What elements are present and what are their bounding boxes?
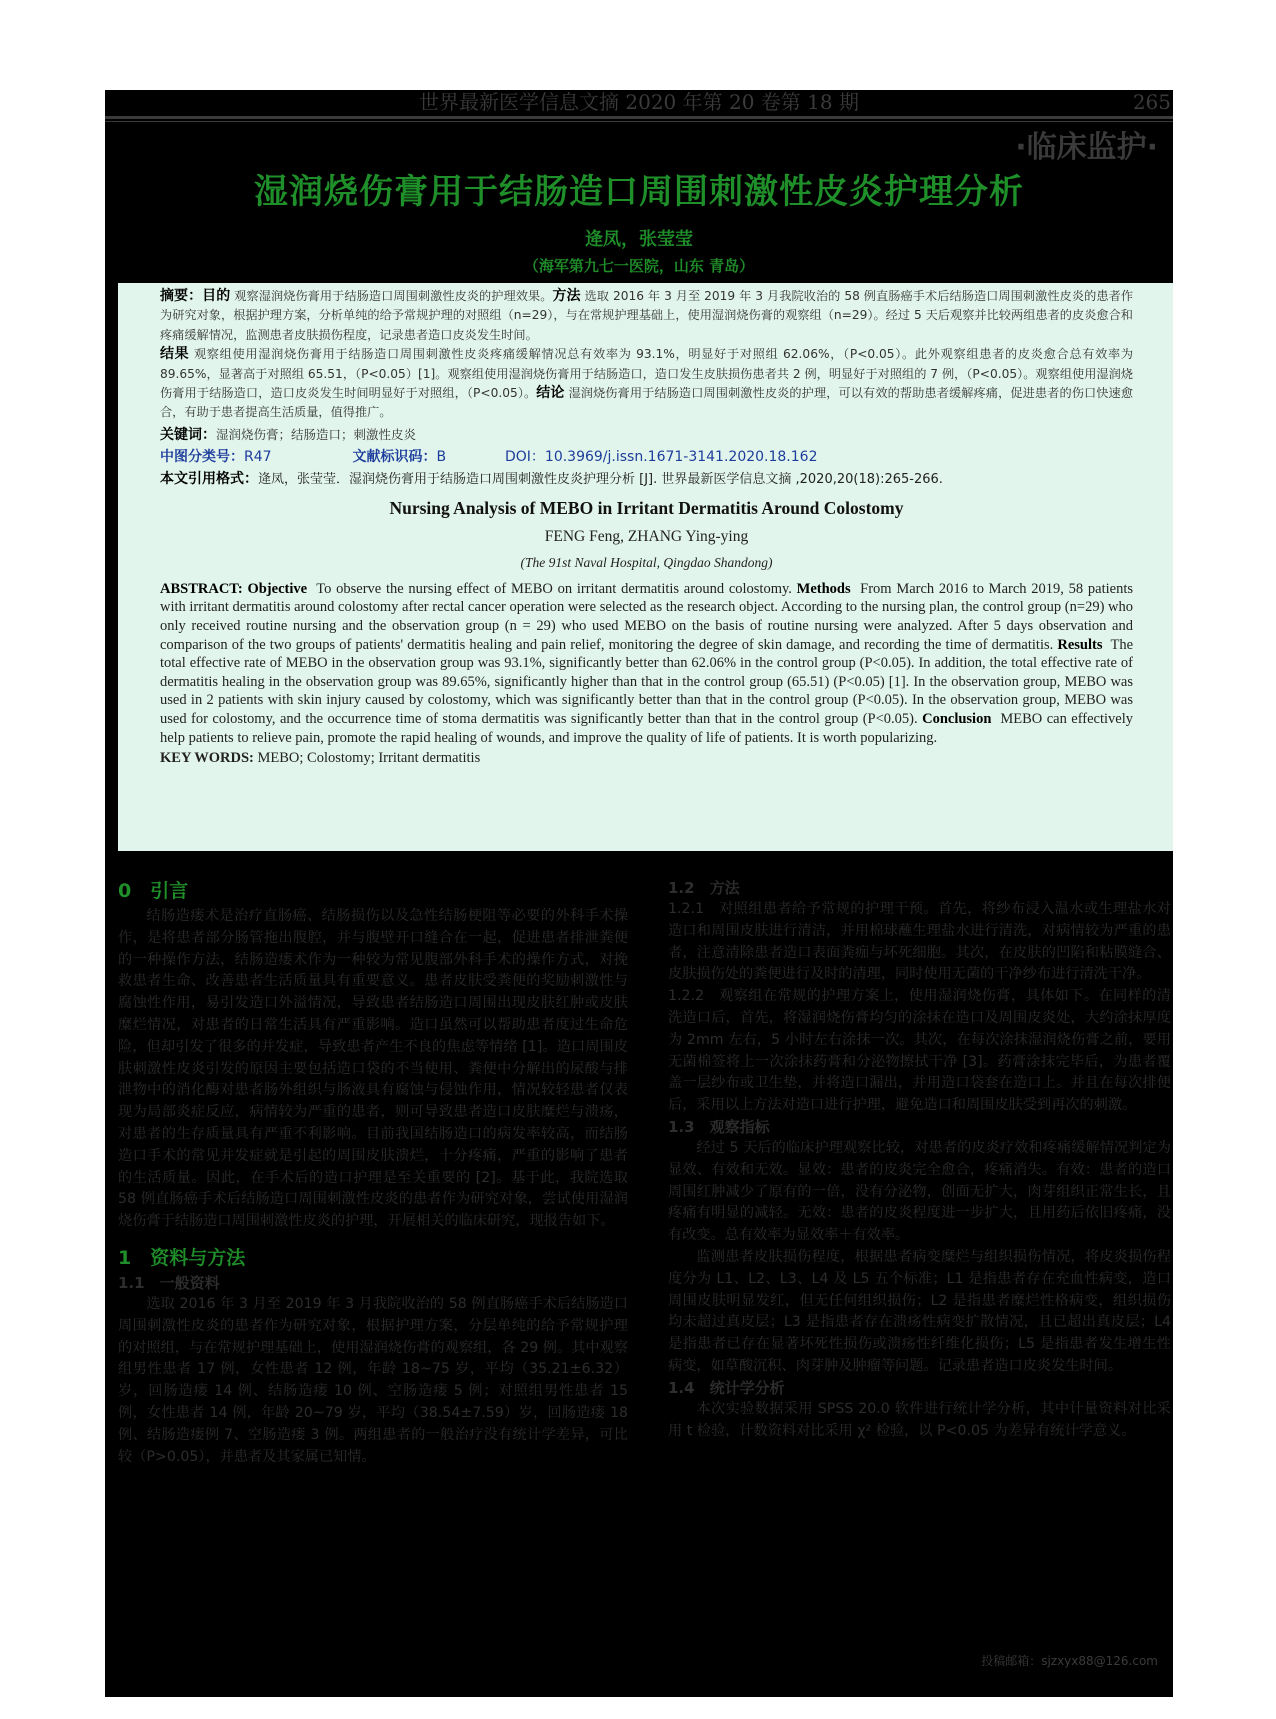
body-left-column bbox=[118, 878, 628, 1468]
doccode-value: B bbox=[436, 448, 447, 465]
statistics-heading: 1.4 统计学分析 bbox=[668, 1378, 785, 1397]
control-group-paragraph: 1.2.1 对照组患者给予常规的护理干预。首先，将纱布浸入温水或生理盐水对造口和周围皮肤进行清洁，并用棉球蘸生理盐水进行清洗，对病情较为严重的患者，注意清除患者造口表面粪痂与坏死细胞。其次，在皮肤的凹陷和粘膜缝合、皮肤损伤处的粪便进行及时的清理，同时使用无菌的干净纱布进行清洗干净。 bbox=[668, 901, 1171, 983]
header-rule-thin bbox=[105, 121, 1173, 122]
body-right-column bbox=[668, 878, 1171, 1442]
intro-paragraph: 结肠造瘘术是治疗直肠癌、结肠损伤以及急性结肠梗阻等必要的外科手术操作，是将患者部分肠管拖出腹腔，并与腹壁开口缝合在一起，促进患者排泄粪便的一种操作方法，结肠造瘘术作为一种较为常见腹部外科手术的操作方式，对挽救患者生命、改善患者生活质量具有重要意义。患者皮肤受粪便的奖励刺激性与腐蚀性作用，易引发造口外溢情况，导致患者结肠造口周围出现皮肤红肿或皮肤糜烂情况，对患者的日常生活具有严重影响。造口虽然可以帮助患者度过生命危险，但却引发了很多的并发症，导致患者产生不良的焦虑等情绪 [1]。造口周围皮肤刺激性皮炎引发的原因主要包括造口袋的不当使用、粪便中分解出的尿酸与排泄物中的消化酶对患者肠外组织与肠液具有腐蚀与侵蚀作用，情况较轻患者仅表现为局部炎症反应，病情较为严重的患者，则可导致患者造口皮肤糜烂与溃疡，对患者的生存质量具有严重不利影响。目前我国结肠造口的病发率较高，而结肠造口手术的常见并发症就是引起的周围皮肤溃烂，十分疼痛，严重的影响了患者的生活质量。因此，在手术后的造口护理是至关重要的 [2]。基于此，我院选取 58 例直肠癌手术后结肠造口周围刺激性皮炎的患者作为研究对象，尝试使用湿润烧伤膏于结肠造口周围刺激性皮炎的护理，开展相关的临床研究，现报告如下。 bbox=[118, 908, 628, 1230]
intro-heading: 0 引言 bbox=[118, 880, 189, 902]
en-methods-label: Methods bbox=[796, 580, 851, 597]
english-title: Nursing Analysis of MEBO in Irritant Dermatitis Around Colostomy bbox=[389, 497, 904, 518]
en-methods-text: From March 2016 to March 2019, 58 patients with irritant dermatitis around colostomy after rectal cancer operation were selected as the research object. According to the nursing plan, the control group (n=29) who only received routine nursing and the observation group (n = 29) who used MEBO on the basis of routine nursing were analyzed. After 5 days observation and comparison of the two groups of patients' dermatitis healing and pain relief, monitoring the degree of skin damage, and recording the time of dermatitis. bbox=[160, 580, 1133, 653]
citation-row bbox=[160, 469, 1133, 490]
en-keywords-text: MEBO; Colostomy; Irritant dermatitis bbox=[257, 750, 481, 767]
article-affiliation: （海军第九七一医院，山东 青岛） bbox=[523, 257, 755, 275]
objective-label: 目的 bbox=[202, 288, 231, 304]
doccode-label: 文献标识码： bbox=[352, 448, 437, 465]
en-results-text: The total effective rate of MEBO in the observation group was 93.1%, significantly better than 62.06% in the control group (P<0.05). In addition, the total effective rate of dermatitis healing in the observation group was 89.65%, significantly higher than that in the control group (65.51) (P<0.05) [1]. In the observation group, MEBO was used in 2 patients with skin injury caused by colostomy, which was significantly better than that in the control group (P<0.05). In the observation group, MEBO was used for colostomy, and the occurrence time of stoma dermatitis was significantly better than that in the control group (P<0.05). bbox=[160, 636, 1134, 727]
article-title: 湿润烧伤膏用于结肠造口周围刺激性皮炎护理分析 bbox=[254, 172, 1024, 212]
indicators-paragraph-1: 经过 5 天后的临床护理观察比较，对患者的皮炎疗效和疼痛缓解情况判定为显效、有效和无效。显效：患者的皮炎完全愈合，疼痛消失。有效：患者的造口周围红肿减少了原有的一倍，没有分泌物，创面无扩大，肉芽组织正常生长，且疼痛有明显的减轻。无效：患者的皮炎程度进一步扩大，且用药后依旧疼痛，没有改变。总有效率为显效率＋有效率。 bbox=[668, 1139, 1171, 1244]
conclusion-label: 结论 bbox=[536, 385, 565, 402]
journal-header: 世界最新医学信息文摘 2020 年第 20 卷第 18 期 bbox=[419, 90, 859, 114]
results-label: 结果 bbox=[160, 346, 190, 363]
en-conclusion-label: Conclusion bbox=[922, 711, 992, 727]
results-text: 观察组使用湿润烧伤膏用于结肠造口周围刺激性皮炎疼痛缓解情况总有效率为 93.1%，明显好于对照组 62.06%，（P<0.05）。此外观察组患者的皮炎愈合总有效率为 89.65%，显著高于对照组 65.51，（P<0.05）[1]。观察组使用湿润烧伤膏用于结肠造口，造口发生皮肤损伤患者共 2 例，明显好于对照组的 7 例，（P<0.05）。观察组使用湿润烧伤膏用于结肠造口，造口皮炎发生时间明显好于对照组，（P<0.05）。 bbox=[160, 347, 1134, 401]
english-abstract bbox=[160, 580, 1133, 747]
keywords-row bbox=[160, 424, 1133, 446]
general-data-heading: 1.1 一般资料 bbox=[118, 1273, 220, 1292]
en-conclusion-text: MEBO can effectively help patients to relieve pain, promote the rapid healing of wounds, and improve the quality of life of patients. It is worth popularizing. bbox=[160, 711, 1134, 746]
en-abstract-label: ABSTRACT: bbox=[160, 580, 243, 597]
article-authors: 逄凤，张莹莹 bbox=[585, 229, 693, 250]
citation-label: 本文引用格式： bbox=[160, 470, 258, 487]
doi-link[interactable]: 10.3969/j.issn.1671-3141.2020.18.162 bbox=[544, 448, 818, 465]
clc-value: R47 bbox=[244, 448, 272, 465]
page-number: 265 bbox=[1132, 90, 1171, 114]
english-keywords bbox=[160, 749, 1133, 768]
citation-text: 逄凤，张莹莹．湿润烧伤膏用于结肠造口周围刺激性皮炎护理分析 [J]. 世界最新医学信息文摘 ,2020,20(18):265-266. bbox=[258, 471, 943, 487]
indicators-heading: 1.3 观察指标 bbox=[668, 1117, 770, 1136]
objective-text: 观察湿润烧伤膏用于结肠造口周围刺激性皮炎的护理效果。 bbox=[234, 289, 553, 303]
conclusion-text: 湿润烧伤膏用于结肠造口周围刺激性皮炎的护理，可以有效的帮助患者缓解疼痛，促进患者的伤口快速愈合，有助于患者提高生活质量，值得推广。 bbox=[160, 386, 1134, 420]
en-objective-label: Objective bbox=[247, 580, 308, 597]
submission-email: 投稿邮箱：sjzxyx88@126.com bbox=[981, 1654, 1158, 1668]
section-tag: ·临床监护· bbox=[1015, 130, 1158, 165]
observation-group-paragraph: 1.2.2 观察组在常规的护理方案上，使用湿润烧伤膏，具体如下。在同样的清洗造口后，首先，将湿润烧伤膏均匀的涂抹在造口及周围皮炎处，大约涂抹厚度为 2mm 左右，5 小时左右涂抹一次。其次，在每次涂抹湿润烧伤膏之前，要用无菌棉签将上一次涂抹药膏和分泌物擦拭干净 [3]。药膏涂抹完毕后，为患者覆盖一层纱布或卫生垫，并将造口漏出，并用造口袋套在造口上。并且在每次排便后，采用以上方法对造口进行护理，避免造口和周围皮肤受到再次的刺激。 bbox=[668, 988, 1171, 1114]
method-heading: 1.2 方法 bbox=[668, 879, 740, 897]
en-keywords-label: KEY WORDS: bbox=[160, 750, 254, 767]
header-rule-thick bbox=[105, 116, 1173, 119]
clc-label: 中图分类号： bbox=[160, 448, 244, 465]
abstract-cn bbox=[160, 287, 1133, 423]
keywords-label: 关键词： bbox=[160, 426, 216, 443]
english-affiliation: (The 91st Naval Hospital, Qingdao Shandong) bbox=[520, 554, 773, 570]
doi-label: DOI： bbox=[504, 448, 545, 465]
abstract-box bbox=[118, 283, 1173, 851]
methods-text: 选取 2016 年 3 月至 2019 年 3 月我院收治的 58 例直肠癌手术后结肠造口周围刺激性皮炎的患者作为研究对象，根据护理方案，分析单纯的给予常规护理的对照组（n=29），与在常规护理基础上，使用湿润烧伤膏的观察组（n=29）。经过 5 天后观察并比较两组患者的皮炎愈合和疼痛缓解情况，监测患者皮肤损伤程度，记录患者造口皮炎发生时间。 bbox=[160, 289, 1134, 342]
en-objective-text: To observe the nursing effect of MEBO on irritant dermatitis around colostomy. bbox=[316, 580, 792, 597]
abstract-label: 摘要： bbox=[160, 288, 203, 304]
english-authors: FENG Feng, ZHANG Ying-ying bbox=[544, 527, 749, 545]
en-results-label: Results bbox=[1057, 636, 1103, 653]
general-data-paragraph: 选取 2016 年 3 月至 2019 年 3 月我院收治的 58 例直肠癌手术后结肠造口周围刺激性皮炎的患者作为研究对象，根据护理方案，分层单纯的给予常规护理的对照组，与在常规护理基础上，使用湿润烧伤膏的观察组，各 29 例。其中观察组男性患者 17 例，女性患者 12 例，年龄 18~75 岁，平均（35.21±6.32）岁，回肠造瘘 14 例、结肠造瘘 10 例、空肠造瘘 5 例；对照组男性患者 15 例，女性患者 14 例，年龄 20~79 岁，平均（38.54±7.59）岁，回肠造瘘 18 例、结肠造瘘例 7、空肠造瘘 3 例。两组患者的一般治疗没有统计学差异，可比较（P>0.05），并患者及其家属已知情。 bbox=[118, 1295, 628, 1465]
statistics-paragraph: 本次实验数据采用 SPSS 20.0 软件进行统计学分析，其中计量资料对比采用 t 检验，计数资料对比采用 χ² 检验，以 P<0.05 为差异有统计学意义。 bbox=[668, 1400, 1171, 1439]
keywords-text: 湿润烧伤膏；结肠造口；刺激性皮炎 bbox=[216, 426, 417, 442]
methods-heading: 1 资料与方法 bbox=[118, 1246, 246, 1269]
methods-label: 方法 bbox=[552, 288, 581, 304]
classification-row bbox=[160, 447, 1133, 468]
indicators-paragraph-2: 监测患者皮肤损伤程度，根据患者病变糜烂与组织损伤情况，将皮炎损伤程度分为 L1、L2、L3、L4 及 L5 五个标准；L1 是指患者存在充血性病变，造口周围皮肤明显发红，但无任何组织损伤；L2 是指患者糜烂性格病变，组织损伤均未超过真皮层；L3 是指患者存在溃疡性病变扩散情况，且已超出真皮层；L4 是指患者已存在显著坏死性损伤或溃疡性纤维化损伤；L5 是指患者发生增生性病变，如草酸沉积、肉芽肿及肿瘤等问题。记录患者造口皮炎发生时间。 bbox=[668, 1248, 1171, 1374]
